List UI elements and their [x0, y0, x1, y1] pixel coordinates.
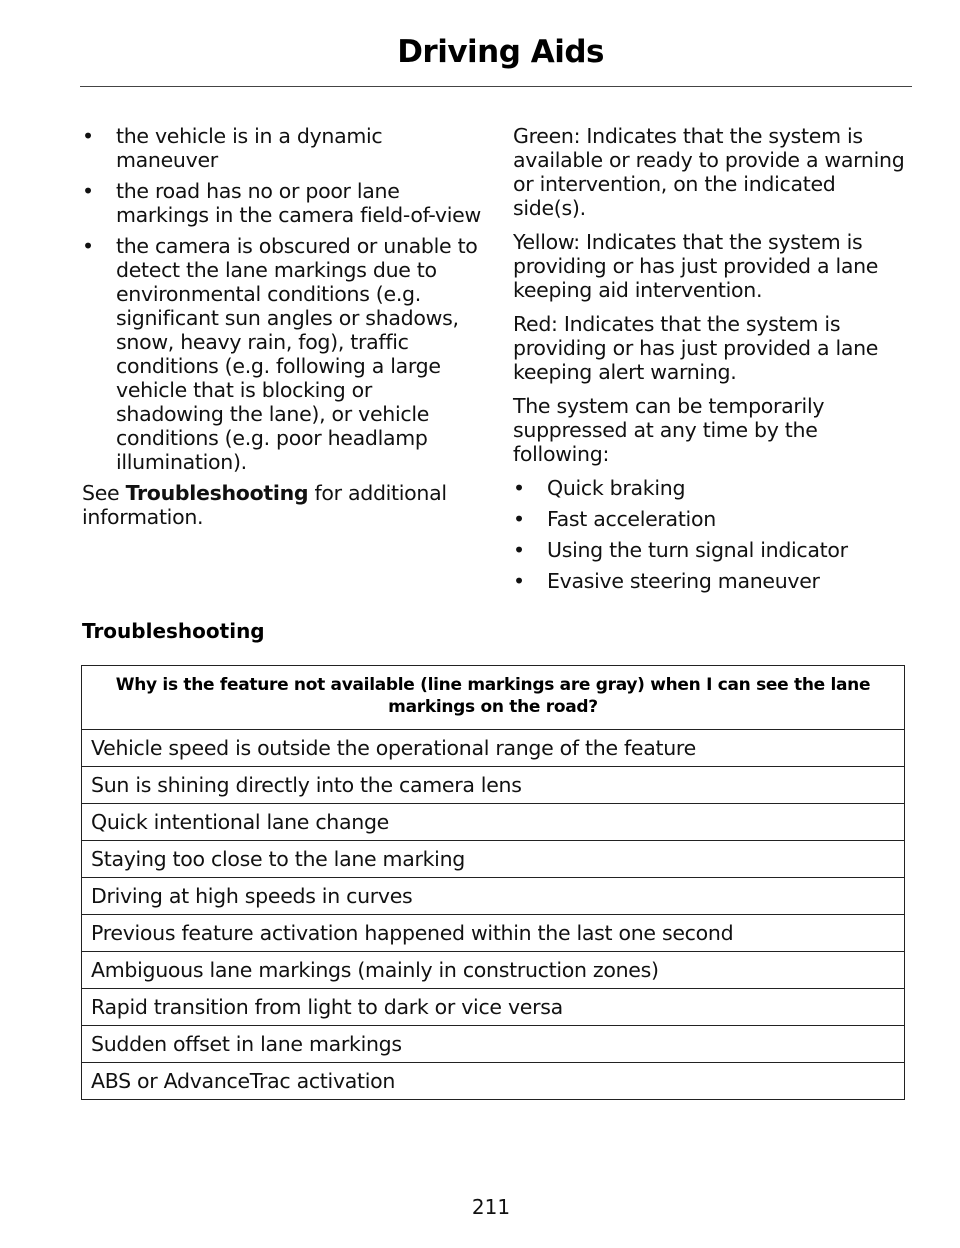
suppression-list [513, 476, 905, 593]
table-row [82, 952, 905, 989]
table-cell: Sudden offset in lane markings [82, 1026, 905, 1063]
list-item-text: the camera is obscured or unable to detect the lane markings due to environmental conditions (e.g. significant sun angles or shadows, snow, heavy rain, fog), traffic conditions (e.g. following a large vehicle that is blocking or shadowing the lane), or vehicle conditions (e.g. poor headlamp illumination). [116, 234, 478, 474]
table-cell: ABS or AdvanceTrac activation [82, 1063, 905, 1100]
yellow-indicator-paragraph: Yellow: Indicates that the system is providing or has just provided a lane keeping aid intervention. [513, 230, 879, 302]
table-cell: Ambiguous lane markings (mainly in construction zones) [82, 952, 905, 989]
troubleshooting-heading: Troubleshooting [82, 619, 265, 643]
table-row [82, 730, 905, 767]
table-cell: Previous feature activation happened within the last one second [82, 915, 905, 952]
table-cell: Driving at high speeds in curves [82, 878, 905, 915]
green-indicator-paragraph: Green: Indicates that the system is available or ready to provide a warning or intervention, on the indicated side(s). [513, 124, 905, 220]
table-row [82, 767, 905, 804]
table-header-row [82, 666, 905, 730]
bullet-icon: • [82, 234, 94, 258]
table-row [82, 841, 905, 878]
table-header: Why is the feature not available (line markings are gray) when I can see the lane markings on the road? [82, 666, 905, 730]
list-item-text: the road has no or poor lane markings in the camera field-of-view [116, 179, 481, 227]
list-item [513, 507, 905, 531]
list-item [513, 538, 905, 562]
troubleshooting-table [81, 665, 905, 1100]
list-item-text: Quick braking [547, 476, 686, 500]
bullet-icon: • [513, 569, 525, 593]
table-row [82, 1026, 905, 1063]
bullet-icon: • [82, 124, 94, 148]
table-row [82, 878, 905, 915]
table-cell: Vehicle speed is outside the operational range of the feature [82, 730, 905, 767]
table-row [82, 1063, 905, 1100]
right-column [513, 124, 905, 600]
list-item-text: Evasive steering maneuver [547, 569, 820, 593]
list-item-text: Using the turn signal indicator [547, 538, 848, 562]
bullet-icon: • [513, 476, 525, 500]
see-prefix: See [82, 481, 126, 505]
header-divider [80, 86, 912, 87]
table-row [82, 989, 905, 1026]
left-column [82, 124, 482, 539]
list-item [82, 234, 482, 474]
table-cell: Quick intentional lane change [82, 804, 905, 841]
red-indicator-paragraph: Red: Indicates that the system is providing or has just provided a lane keeping alert warning. [513, 312, 879, 384]
bullet-icon: • [513, 538, 525, 562]
troubleshooting-reference: Troubleshooting [125, 481, 309, 505]
list-item-text: Fast acceleration [547, 507, 716, 531]
list-item [82, 179, 482, 227]
table-row [82, 915, 905, 952]
condition-list [82, 124, 482, 474]
suppression-paragraph: The system can be temporarily suppressed at any time by the following: [513, 394, 825, 466]
page-number: 211 [471, 1195, 511, 1219]
bullet-icon: • [513, 507, 525, 531]
list-item [513, 476, 905, 500]
table-cell: Sun is shining directly into the camera lens [82, 767, 905, 804]
see-suffix: for additional information. [82, 481, 447, 529]
list-item [82, 124, 482, 172]
page-title: Driving Aids [397, 34, 604, 70]
table-cell: Staying too close to the lane marking [82, 841, 905, 878]
table-row [82, 804, 905, 841]
bullet-icon: • [82, 179, 94, 203]
list-item [513, 569, 905, 593]
list-item-text: the vehicle is in a dynamic maneuver [116, 124, 383, 172]
table-cell: Rapid transition from light to dark or vice versa [82, 989, 905, 1026]
see-also-paragraph [82, 481, 482, 529]
